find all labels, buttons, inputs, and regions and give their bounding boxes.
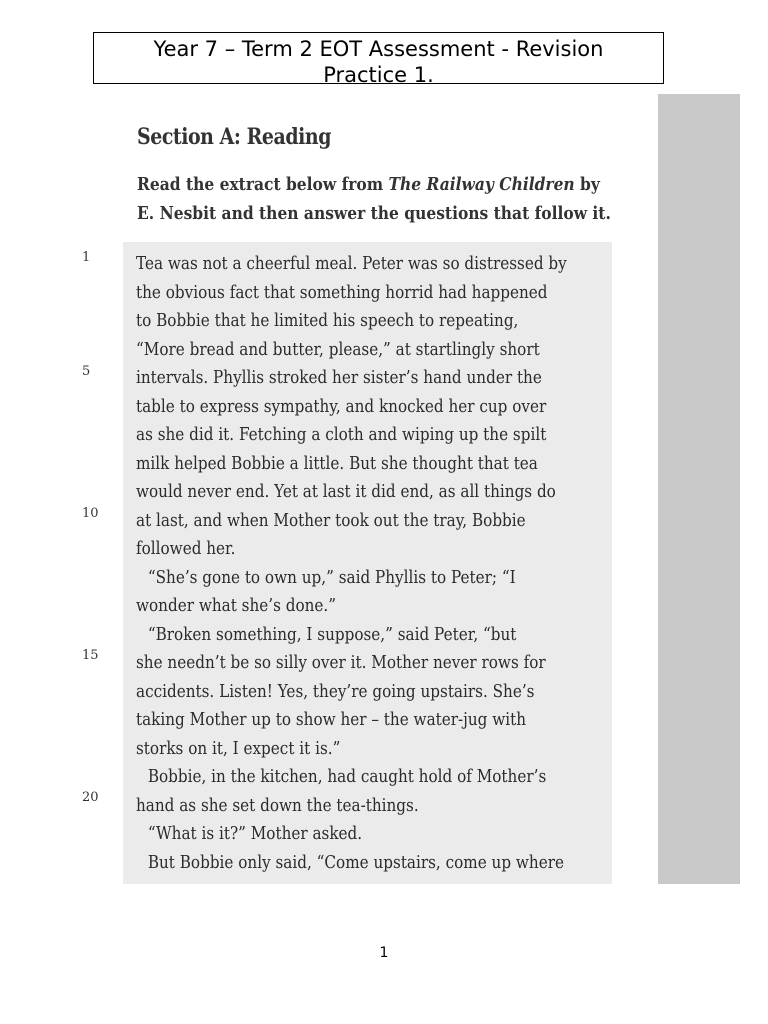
passage-line: storks on it, I expect it is.”	[136, 737, 341, 759]
reading-instruction	[137, 170, 653, 228]
title-line-1: Year 7 – Term 2 EOT Assessment - Revision	[153, 37, 604, 61]
section-heading: Section A: Reading	[137, 124, 332, 150]
passage-line: table to express sympathy, and knocked her cup over	[136, 395, 547, 417]
passage-line: “She’s gone to own up,” said Phyllis to Peter; “I	[147, 566, 516, 588]
passage-line: the obvious fact that something horrid had happened	[136, 281, 548, 303]
passage-line: Bobbie, in the kitchen, had caught hold of Mother’s	[147, 766, 547, 787]
passage-line: Tea was not a cheerful meal. Peter was so distressed by	[136, 253, 567, 274]
margin-bar	[658, 94, 740, 884]
extract-passage	[136, 250, 609, 877]
passage-line: intervals. Phyllis stroked her sister’s hand under the	[136, 367, 542, 388]
passage-line: hand as she set down the tea-things.	[136, 794, 419, 816]
passage-line: followed her.	[136, 538, 236, 559]
line-number: 5	[82, 364, 91, 379]
instruction-text-by: by	[574, 174, 600, 195]
instruction-line-1	[137, 170, 653, 199]
line-number: 15	[82, 648, 99, 663]
passage-line: wonder what she’s done.”	[136, 595, 337, 616]
book-title: The Railway Children	[388, 174, 575, 195]
passage-line: accidents. Listen! Yes, they’re going upstairs. She’s	[136, 680, 535, 702]
passage-line: she needn’t be so silly over it. Mother never rows for	[136, 652, 546, 673]
passage-line: “What is it?” Mother asked.	[147, 823, 363, 844]
passage-line: as she did it. Fetching a cloth and wiping up the spilt	[136, 424, 547, 445]
passage-line: at last, and when Mother took out the tray, Bobbie	[136, 509, 526, 531]
passage-line: to Bobbie that he limited his speech to repeating,	[136, 310, 519, 331]
passage-line: milk helped Bobbie a little. But she thought that tea	[136, 452, 538, 474]
instruction-text: Read the extract below from	[137, 174, 389, 195]
title-line-2: Practice 1.	[323, 63, 434, 87]
line-number: 1	[82, 250, 91, 265]
passage-line: “More bread and butter, please,” at startlingly short	[136, 338, 540, 360]
document-title	[93, 32, 664, 87]
line-number: 20	[82, 790, 99, 805]
passage-line: But Bobbie only said, “Come upstairs, come up where	[147, 851, 565, 873]
passage-line: “Broken something, I suppose,” said Peter, “but	[147, 623, 517, 645]
page-number: 1	[379, 945, 389, 961]
passage-line: taking Mother up to show her – the water-jug with	[136, 709, 527, 730]
instruction-line-2: E. Nesbit and then answer the questions that follow it.	[137, 203, 611, 224]
line-number: 10	[82, 506, 99, 521]
passage-line: would never end. Yet at last it did end, as all things do	[136, 481, 556, 502]
